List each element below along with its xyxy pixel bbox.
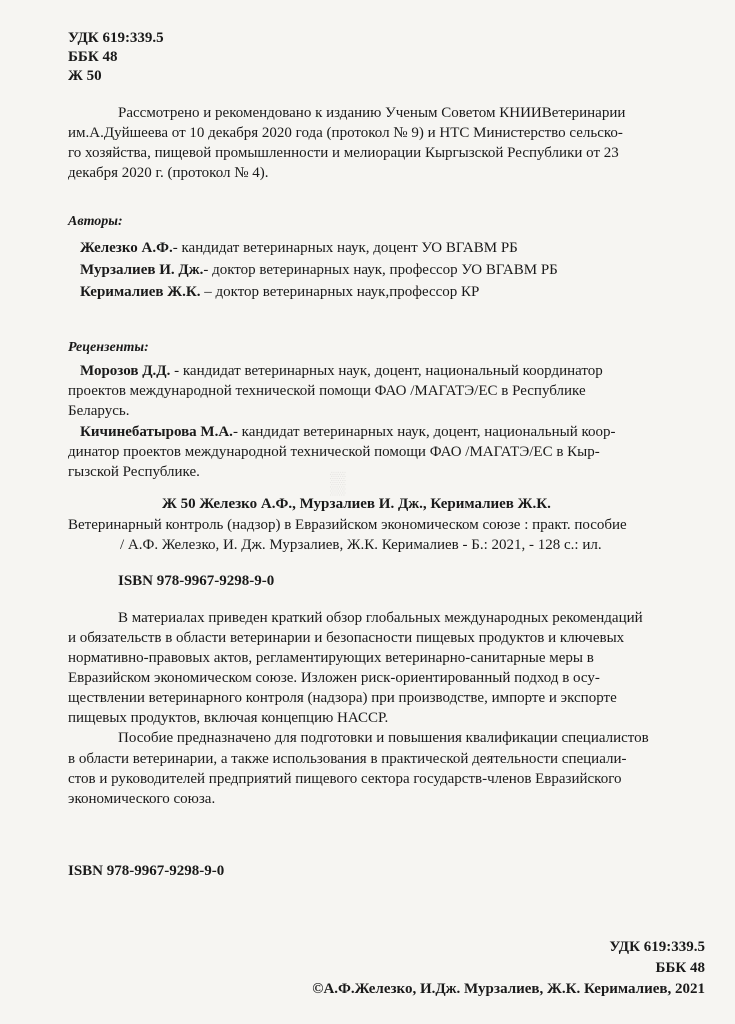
reviewer-1-line-3: Беларусь. xyxy=(68,403,130,419)
isbn-bottom: ISBN 978-9967-9298-9-0 xyxy=(68,863,225,879)
abstract-line: Пособие предназначено для подготовки и повышения квалификации специалистов xyxy=(118,730,649,746)
abstract-line: ществлении ветеринарного контроля (надзора) при производстве, импорте и экспорте xyxy=(68,690,617,706)
author-entry xyxy=(80,260,558,280)
approval-line-2: им.А.Дуйшеева от 10 декабря 2020 года (протокол № 9) и НТС Министерство сельско- xyxy=(68,125,623,141)
author-entry xyxy=(80,282,479,302)
abstract-line: в области ветеринарии, а также использования в практической деятельности специали- xyxy=(68,751,627,767)
reviewer-desc: - кандидат ветеринарных наук, доцент, национальный коор- xyxy=(232,424,616,440)
reviewers-heading: Рецензенты: xyxy=(68,340,149,355)
abstract-line: Евразийском экономическом союзе. Изложен риск-ориентированный подход в осу- xyxy=(68,670,600,686)
isbn-record: ISBN 978-9967-9298-9-0 xyxy=(118,573,275,589)
reviewer-desc: - кандидат ветеринарных наук, доцент, национальный координатор xyxy=(170,363,603,379)
reviewer-1-line-2: проектов международной технической помощи ФАО /МАГАТЭ/ЕС в Республике xyxy=(68,383,586,399)
abstract-line: В материалах приведен краткий обзор глобальных международных рекомендаций xyxy=(118,610,643,626)
approval-line-3: го хозяйства, пищевой промышленности и мелиорации Кыргызской Республики от 23 xyxy=(68,145,619,161)
abstract-line: экономического союза. xyxy=(68,791,216,807)
author-desc: - кандидат ветеринарных наук, доцент УО ВГАВМ РБ xyxy=(172,240,518,256)
bib-responsibility-line: / А.Ф. Железко, И. Дж. Мурзалиев, Ж.К. Керималиев - Б.: 2021, - 128 с.: ил. xyxy=(120,537,602,553)
udk-code-top: УДК 619:339.5 xyxy=(68,30,164,46)
author-sign-code: Ж 50 xyxy=(68,68,102,84)
author-name: Керималиев Ж.К. xyxy=(80,284,201,300)
copyright-line: ©А.Ф.Железко, И.Дж. Мурзалиев, Ж.К. Керималиев, 2021 xyxy=(312,981,705,997)
author-desc: - доктор ветеринарных наук, профессор УО ВГАВМ РБ xyxy=(203,262,558,278)
author-entry xyxy=(80,238,518,258)
reviewer-1-line-1 xyxy=(80,361,603,381)
udk-code-bottom: УДК 619:339.5 xyxy=(609,939,705,955)
reviewer-2-line-3: гызской Республике. xyxy=(68,464,200,480)
authors-heading: Авторы: xyxy=(68,214,123,229)
reviewer-2-line-1 xyxy=(80,422,616,442)
abstract-line: и обязательств в области ветеринарии и безопасности пищевых продуктов и ключевых xyxy=(68,630,625,646)
bib-title-line: Ветеринарный контроль (надзор) в Евразийском экономическом союзе : практ. пособие xyxy=(68,517,627,533)
author-name: Мурзалиев И. Дж. xyxy=(80,262,204,278)
show-through-text: ▒ xyxy=(330,470,346,495)
abstract-line: пищевых продуктов, включая концепцию НАССР. xyxy=(68,710,389,726)
bib-header: Ж 50 Железко А.Ф., Мурзалиев И. Дж., Керималиев Ж.К. xyxy=(162,496,551,512)
bbk-code-top: ББК 48 xyxy=(68,49,118,65)
author-desc: – доктор ветеринарных наук,профессор КР xyxy=(200,284,480,300)
reviewer-name: Кичинебатырова М.А. xyxy=(80,424,233,440)
abstract-line: нормативно-правовых актов, регламентирующих ветеринарно-санитарные меры в xyxy=(68,650,594,666)
author-name: Железко А.Ф. xyxy=(80,240,173,256)
approval-line-1: Рассмотрено и рекомендовано к изданию Ученым Советом КНИИВетеринарии xyxy=(118,105,626,121)
reviewer-name: Морозов Д.Д. xyxy=(80,363,171,379)
reviewer-2-line-2: динатор проектов международной технической помощи ФАО /МАГАТЭ/ЕС в Кыр- xyxy=(68,444,600,460)
abstract-line: стов и руководителей предприятий пищевого сектора государств-членов Евразийского xyxy=(68,771,622,787)
approval-line-4: декабря 2020 г. (протокол № 4). xyxy=(68,165,269,181)
bbk-code-bottom: ББК 48 xyxy=(655,960,705,976)
